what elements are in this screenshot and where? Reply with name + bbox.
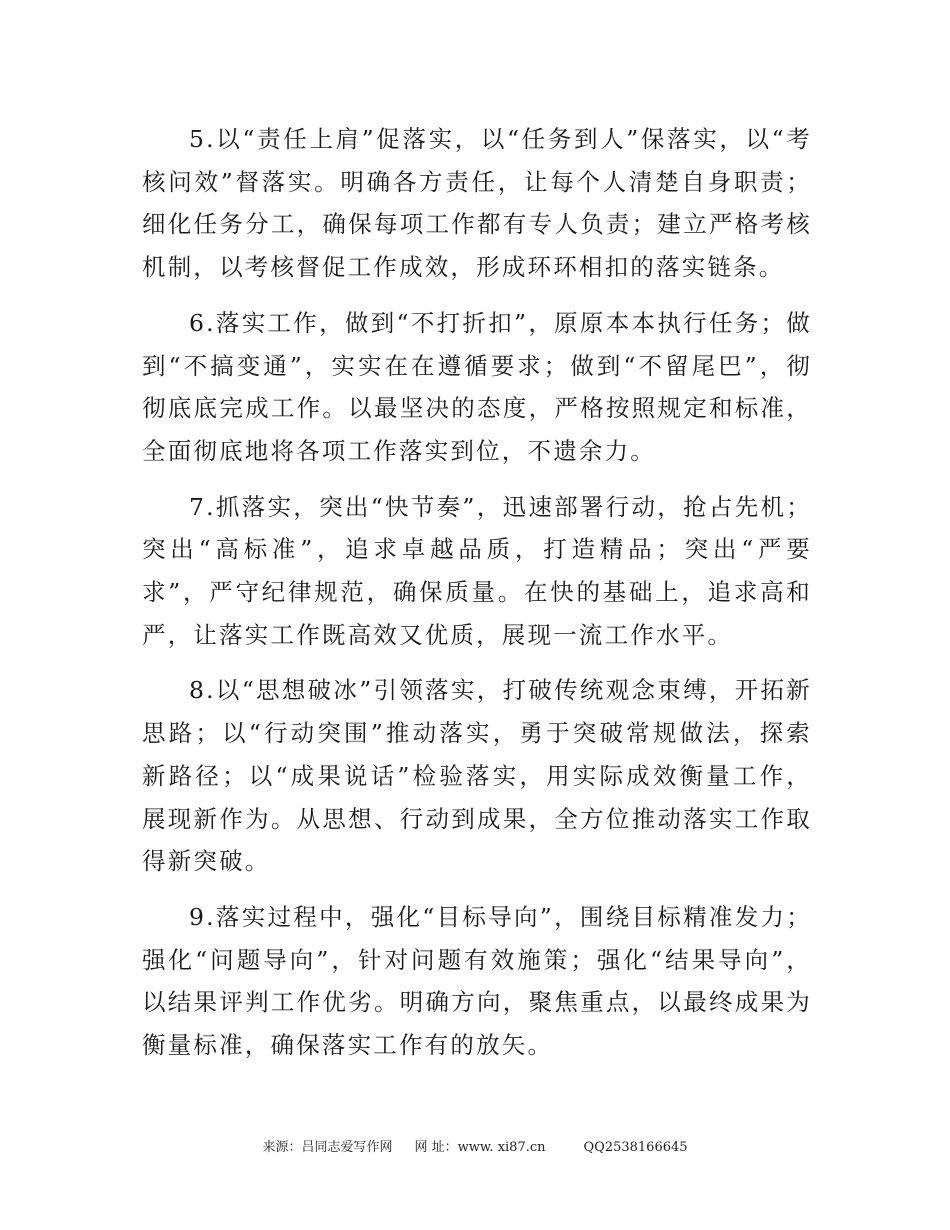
- paragraph-6: 6.落实工作，做到“不打折扣”，原原本本执行任务；做到“不搞变通”，实实在在遵循要求；做到“不留尾巴”，彻彻底底完成工作。以最坚决的态度，严格按照规定和标准，全面彻底地将各项工作落实到位，不遗余力。: [142, 308, 812, 465]
- paragraph-9: 9.落实过程中，强化“目标导向”，围绕目标精准发力；强化“问题导向”，针对问题有效施策；强化“结果导向”，以结果评判工作优劣。明确方向，聚焦重点，以最终成果为衡量标准，确保落实工作有的放矢。: [142, 902, 812, 1060]
- paragraph-7: 7.抓落实，突出“快节奏”，迅速部署行动，抢占先机；突出“高标准”，追求卓越品质，打造精品；突出“严要求”，严守纪律规范，确保质量。在快的基础上，追求高和严，让落实工作既高效又优质，展现一流工作水平。: [142, 492, 812, 649]
- footer-source: 来源：吕同志爱写作网: [262, 1140, 393, 1155]
- footer-qq: QQ2538166645: [583, 1140, 688, 1155]
- paragraph-8: 8.以“思想破冰”引领落实，打破传统观念束缚，开拓新思路；以“行动突围”推动落实，勇于突破常规做法，探索新路径；以“成果说话”检验落实，用实际成效衡量工作，展现新作为。从思想、行动到成果，全方位推动落实工作取得新突破。: [142, 676, 812, 876]
- page-footer: [0, 1136, 950, 1155]
- paragraph-5: 5.以“责任上肩”促落实，以“任务到人”保落实，以“考核问效”督落实。明确各方责任，让每个人清楚自身职责；细化任务分工，确保每项工作都有专人负责；建立严格考核机制，以考核督促工作成效，形成环环相扣的落实链条。: [142, 125, 812, 282]
- footer-website: 网 址：www. xi87.cn: [414, 1140, 546, 1155]
- document-body: [142, 118, 812, 1080]
